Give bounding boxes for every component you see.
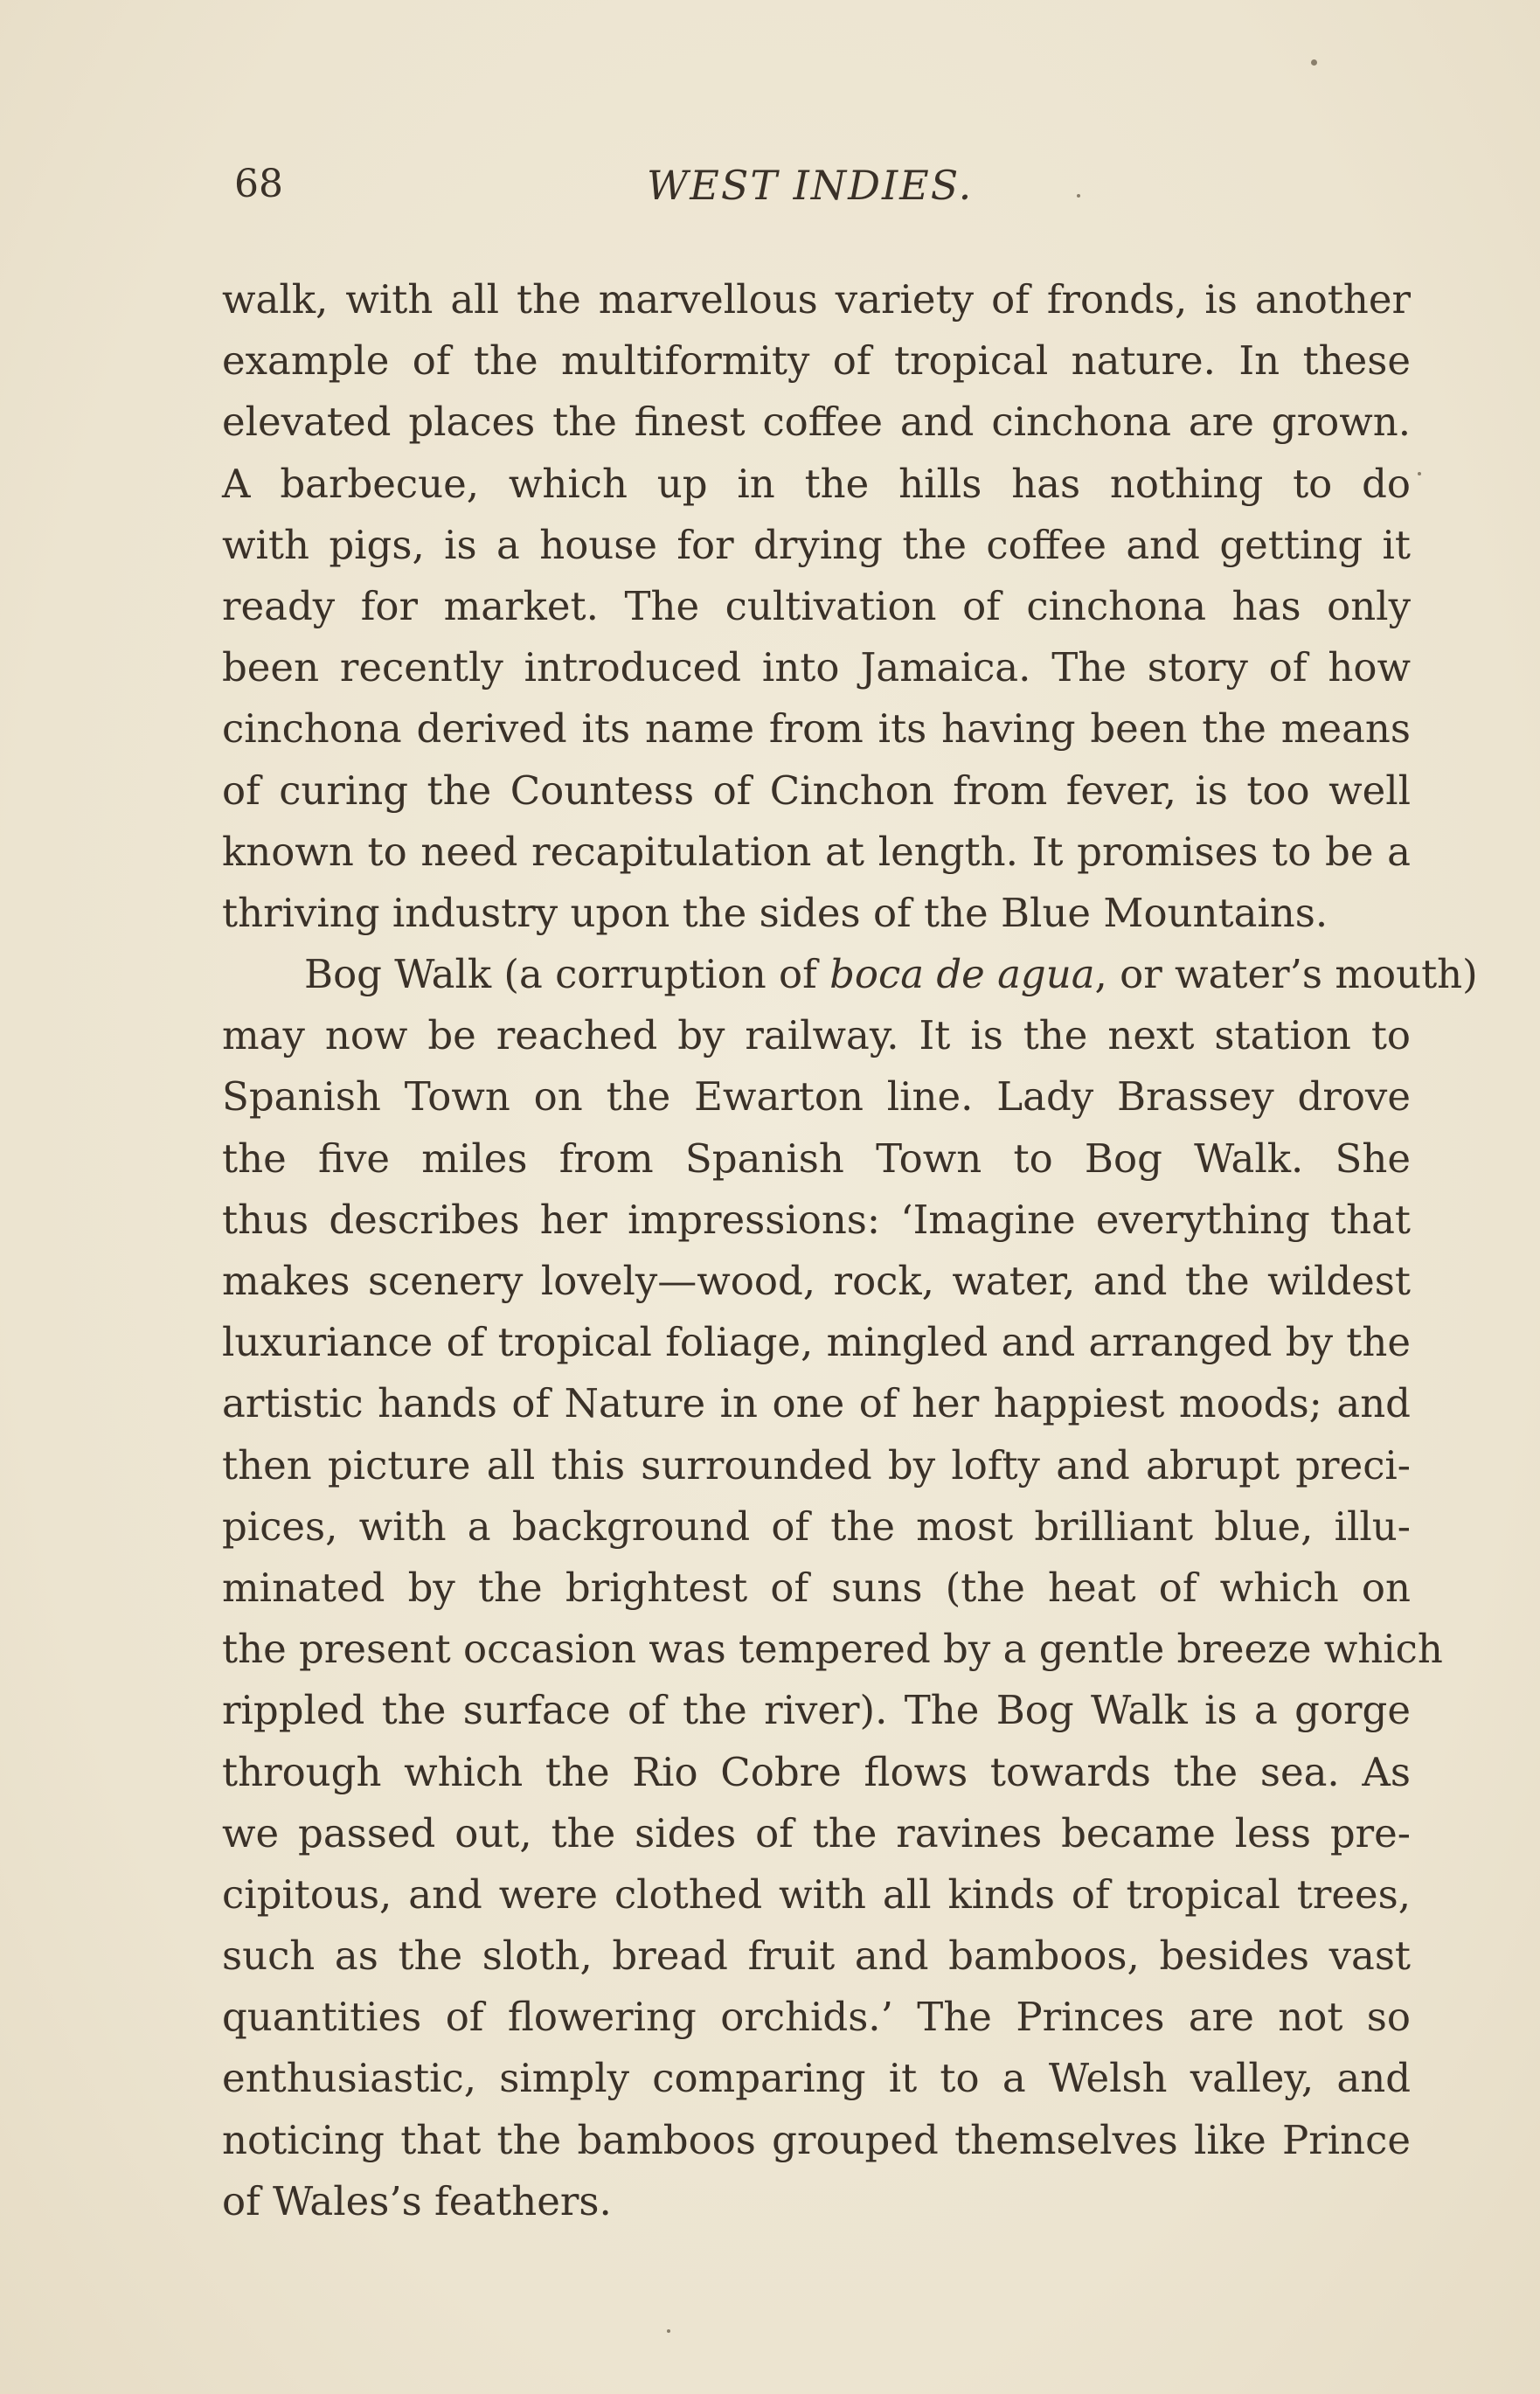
text-line: artistic hands of Nature in one of her happiest moods; and: [222, 1380, 1411, 1427]
text-line: cinchona derived its name from its having been the means: [222, 705, 1411, 753]
running-header: [227, 162, 1416, 223]
text-line: makes scenery lovely—wood, rock, water, and the wildest: [222, 1258, 1411, 1304]
text-line: we passed out, the sides of the ravines became less pre-: [222, 1809, 1411, 1856]
text-segment: Bog Walk (a corruption of: [304, 951, 830, 998]
text-line: thriving industry upon the sides of the Blue Mountains.: [222, 889, 1328, 936]
text-line: the five miles from Spanish Town to Bog Walk. She: [222, 1135, 1411, 1182]
italic-phrase: boca de agua: [829, 951, 1095, 998]
text-line: of Wales’s feathers.: [222, 2177, 612, 2224]
text-line: Spanish Town on the Ewarton line. Lady Brassey drove: [222, 1073, 1411, 1121]
text-line: been recently introduced into Jamaica. The story of how: [222, 644, 1411, 691]
text-line: with pigs, is a house for drying the coffee and getting it: [222, 521, 1411, 568]
paper-speck: [667, 2329, 670, 2333]
text-line: minated by the brightest of suns (the heat of which on: [222, 1564, 1411, 1611]
text-line: thus describes her impressions: ‘Imagine everything that: [222, 1196, 1411, 1243]
paragraph-1: [222, 269, 1411, 944]
text-line: quantities of flowering orchids.’ The Princes are not so: [222, 1994, 1411, 2041]
text-line: elevated places the finest coffee and cinchona are grown.: [222, 399, 1411, 446]
text-line: enthusiastic, simply comparing it to a Welsh valley, and: [222, 2055, 1411, 2102]
page-number: 68: [234, 162, 283, 206]
paper-speck: [1311, 59, 1317, 66]
text-line: example of the multiformity of tropical nature. In these: [222, 337, 1411, 385]
text-line: ready for market. The cultivation of cinchona has only: [222, 582, 1411, 629]
text-line: the present occasion was tempered by a gentle breeze which: [222, 1626, 1443, 1673]
text-segment: , or water’s mouth): [1094, 951, 1478, 998]
text-line: of curing the Countess of Cinchon from fever, is too well: [222, 767, 1411, 814]
text-line: luxuriance of tropical foliage, mingled and arranged by the: [222, 1319, 1411, 1366]
text-line: through which the Rio Cobre flows towards the sea. As: [222, 1748, 1411, 1795]
body-text: [222, 269, 1478, 2232]
running-title: WEST INDIES.: [647, 162, 974, 209]
text-line: walk, with all the marvellous variety of fronds, is another: [222, 276, 1411, 323]
paragraph-2: [222, 944, 1478, 2232]
text-line: may now be reached by railway. It is the next station to: [222, 1012, 1411, 1059]
paper-speck: [1418, 472, 1421, 475]
text-line: such as the sloth, bread fruit and bamboos, besides vast: [222, 1933, 1411, 1980]
text-line: [222, 944, 1478, 1005]
text-line: pices, with a background of the most brilliant blue, illu-: [222, 1502, 1411, 1550]
text-line: then picture all this surrounded by lofty and abrupt preci-: [222, 1441, 1411, 1488]
text-line: noticing that the bamboos grouped themselves like Prince: [222, 2116, 1411, 2163]
text-line: rippled the surface of the river). The Bog Walk is a gorge: [222, 1687, 1411, 1734]
text-line: cipitous, and were clothed with all kinds of tropical trees,: [222, 1870, 1411, 1918]
text-line: known to need recapitulation at length. It promises to be a: [222, 828, 1411, 875]
text-line: A barbecue, which up in the hills has nothing to do: [222, 460, 1411, 507]
